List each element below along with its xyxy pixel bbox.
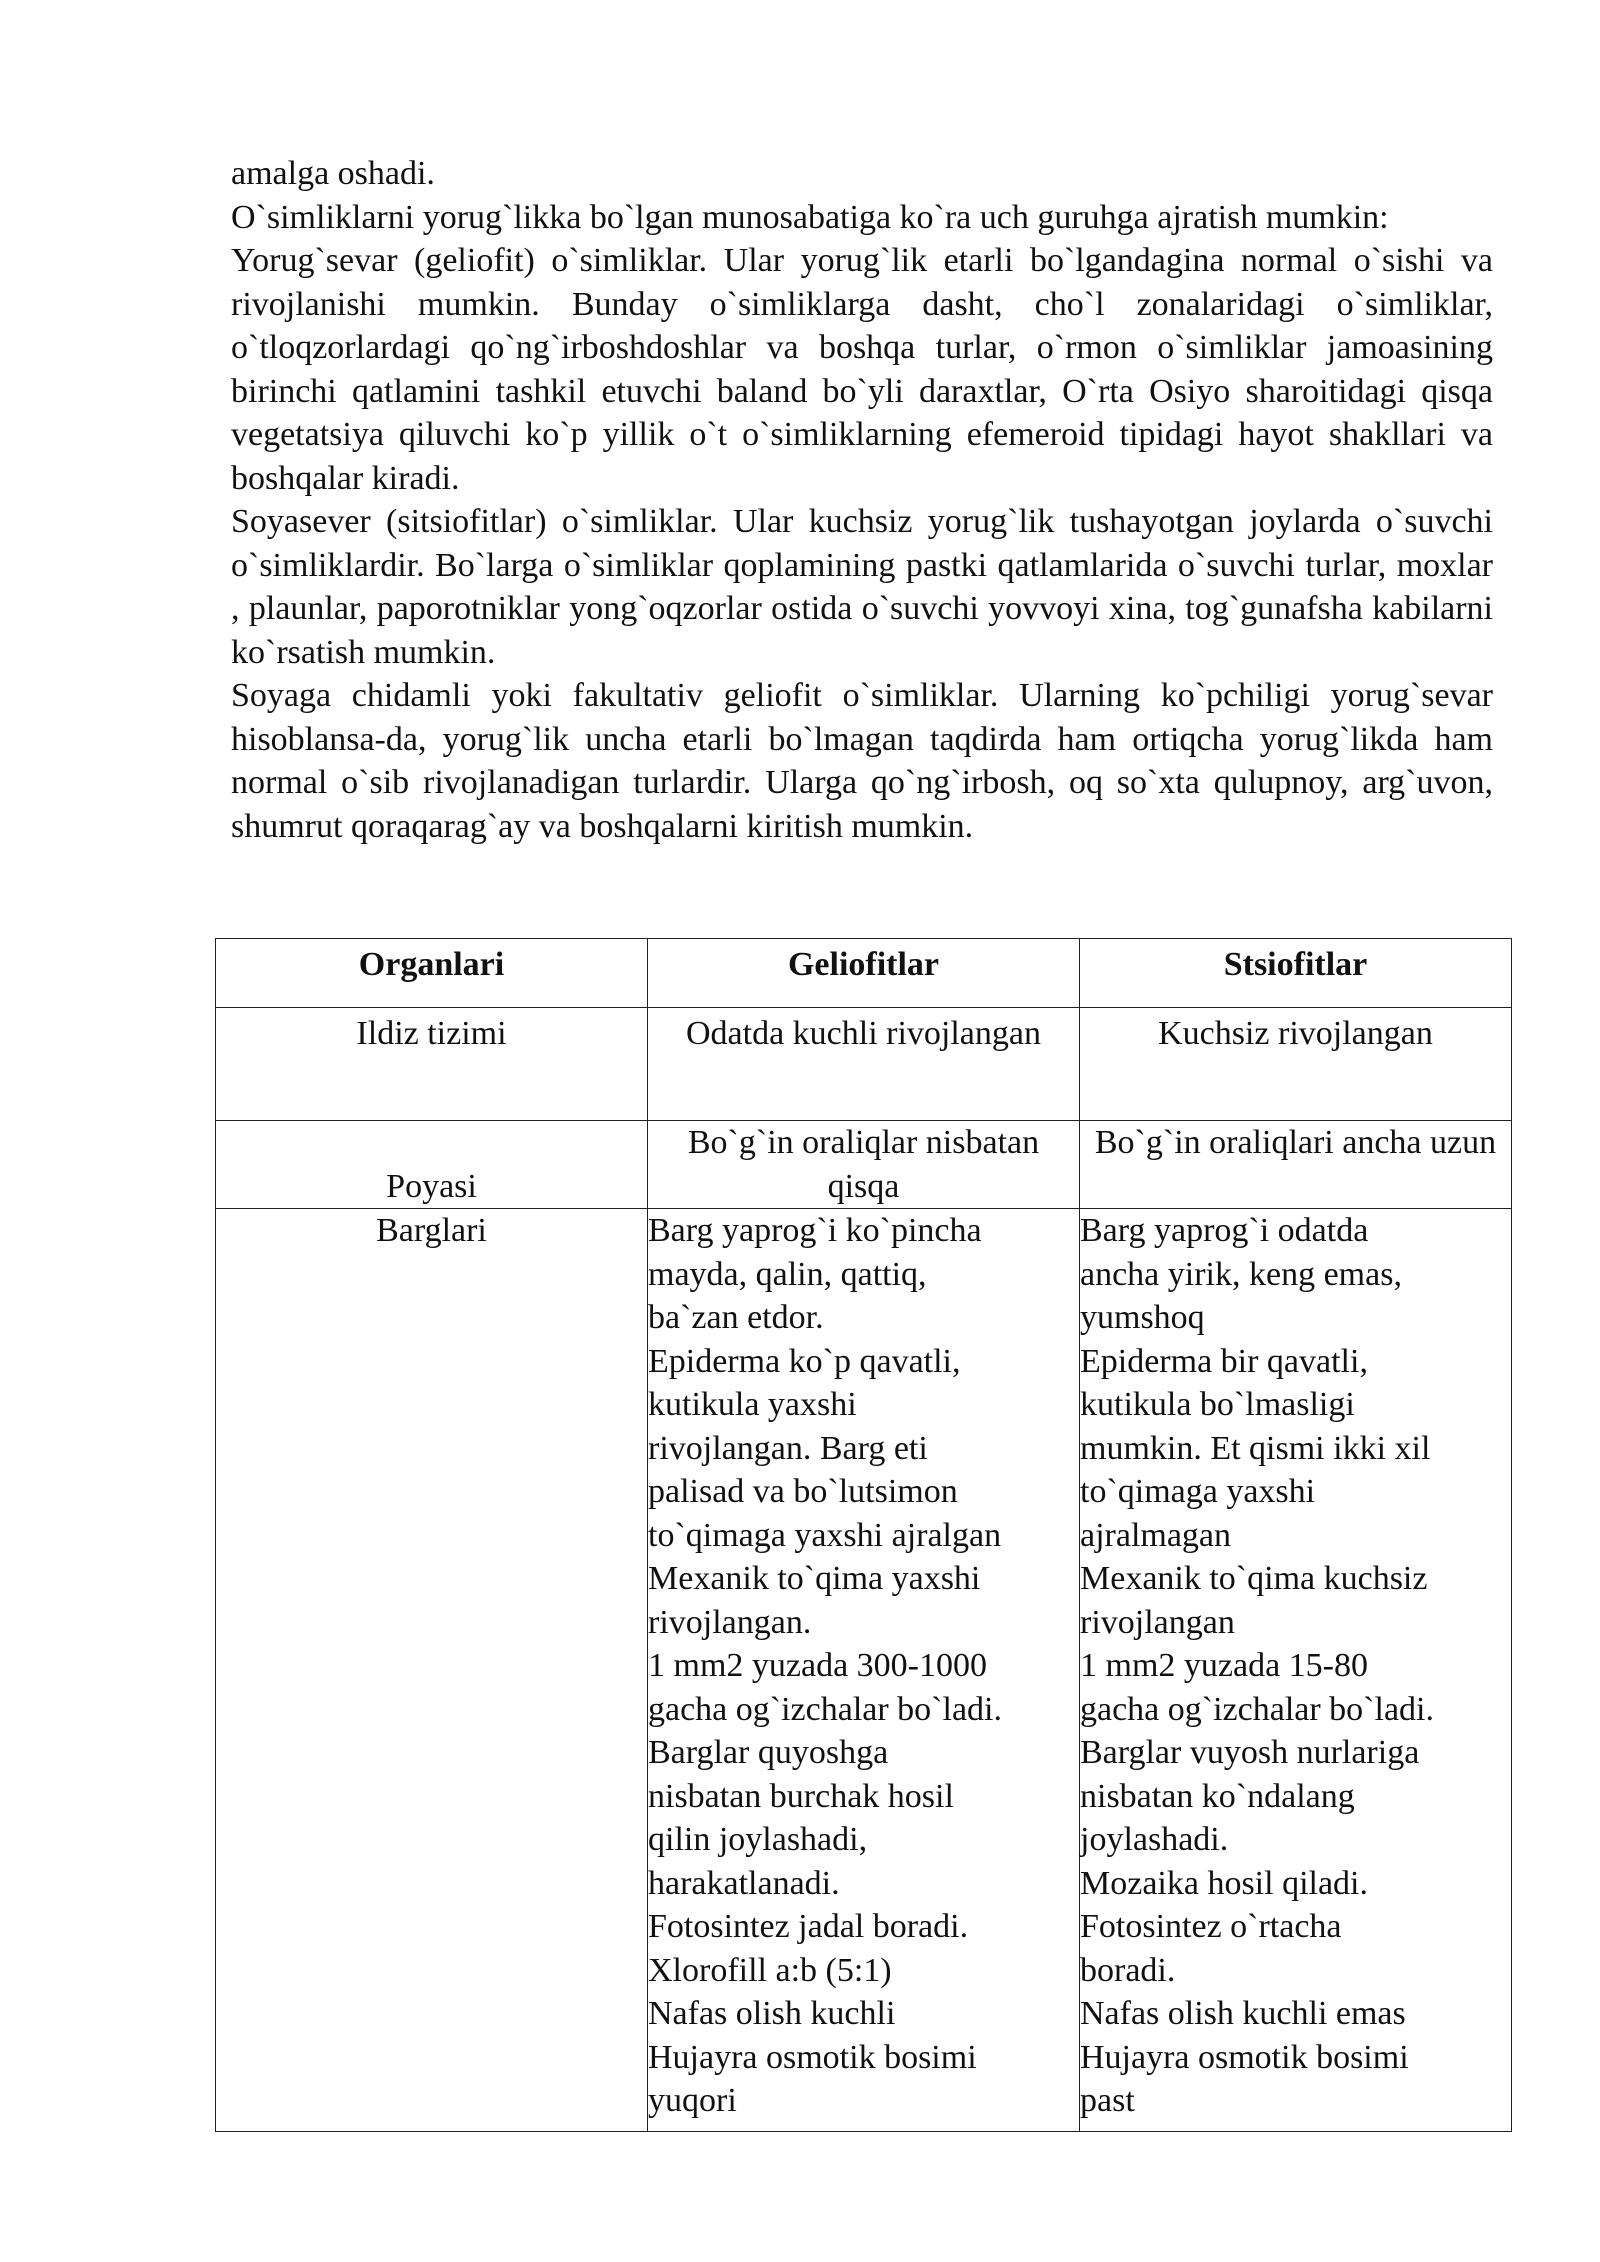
leaf-trait-line: ajralmagan [1080, 1516, 1232, 1554]
header-organs: Organlari [216, 939, 648, 1008]
row-label-leaves: Barglari [216, 1209, 648, 2132]
leaf-trait-line: kutikula bo`lmasligi [1080, 1386, 1355, 1423]
leaf-trait-line: nisbatan ko`ndalang [1080, 1777, 1355, 1815]
leaf-trait-line: to`qimaga yaxshi ajralgan [648, 1516, 1002, 1554]
paragraph-sciophytes: Soyasever (sitsiofitlar) o`simliklar. Ular kuchsiz yorug`lik tushayotgan joylarda o`suvchi o`simliklardir. Bo`larga o`simliklar qoplamining pastki qatlamlarida o`suvchi turlar, moxlar , plaunlar, paporotniklar yong`oqzorlar ostida o`suvchi yovvoyi xina, tog`gunafsha kabilarni ko`rsatish mumkin. [231, 503, 1493, 671]
leaf-trait-line: Hujayra osmotik bosimi [648, 2038, 977, 2076]
leaf-trait-line: Barg yaprog`i odatda [1080, 1212, 1369, 1249]
row-label-stem: Poyasi [216, 1121, 648, 1209]
leaf-trait-line: Mexanik to`qima yaxshi [648, 1560, 981, 1597]
root-sciophyte-cell: Kuchsiz rivojlangan [1080, 1008, 1512, 1121]
leaf-trait-line: kutikula yaxshi [648, 1386, 857, 1423]
leaf-trait-line: palisad va bo`lutsimon [648, 1473, 958, 1510]
leaf-trait-line: Epiderma bir qavatli, [1080, 1342, 1368, 1380]
leaf-trait-line: Mexanik to`qima kuchsiz [1080, 1560, 1428, 1597]
leaf-trait-line: 1 mm2 yuzada 300-1000 [648, 1647, 987, 1684]
header-heliophytes: Geliofitlar [648, 939, 1080, 1008]
leaf-trait-line: yumshoq [1080, 1299, 1205, 1336]
leaf-trait-line: ancha yirik, keng emas, [1080, 1255, 1402, 1293]
row-label-root: Ildiz tizimi [216, 1008, 648, 1121]
leaf-trait-line: joylashadi. [1080, 1821, 1229, 1858]
header-sciophytes: Stsiofitlar [1080, 939, 1512, 1008]
body-text [231, 152, 1493, 848]
table-row-root [216, 1008, 1512, 1121]
leaf-trait-line: mumkin. Et qismi ikki xil [1080, 1429, 1431, 1467]
leaf-trait-line: harakatlanadi. [648, 1864, 840, 1902]
leaf-trait-line: Barglar vuyosh nurlariga [1080, 1734, 1420, 1771]
leaf-trait-line: Nafas olish kuchli emas [1080, 1995, 1406, 2032]
leaf-trait-line: to`qimaga yaxshi [1080, 1473, 1316, 1510]
paragraph-heliophytes: Yorug`sevar (geliofit) o`simliklar. Ular yorug`lik etarli bo`lgandagina normal o`sishi va rivojlanishi mumkin. Bunday o`simliklarga dasht, cho`l zonalaridagi o`simliklar, o`tloqzorlardagi qo`ng`irboshdoshlar va boshqa turlar, o`rmon o`simliklar jamoasining birinchi qatlamini tashkil etuvchi baland bo`yli daraxtlar, O`rta Osiyo sharoitidagi qisqa vegetatsiya qiluvchi ko`p yillik o`t o`simliklarning efemeroid tipidagi hayot shakllari va boshqalar kiradi. [231, 242, 1493, 497]
comparison-table [215, 938, 1512, 2132]
leaves-sciophyte-cell [1080, 1209, 1512, 2132]
table-header-row [216, 939, 1512, 1008]
leaf-trait-line: gacha og`izchalar bo`ladi. [1080, 1690, 1434, 1728]
stem-sciophyte-cell: Bo`g`in oraliqlari ancha uzun [1080, 1121, 1512, 1209]
leaf-trait-line: Nafas olish kuchli [648, 1995, 896, 2032]
table-row-leaves [216, 1209, 1512, 2132]
paragraph-continuation: amalga oshadi. [231, 155, 435, 192]
stem-heliophyte-cell: Bo`g`in oraliqlar nisbatan qisqa [648, 1121, 1080, 1209]
leaf-trait-line: Fotosintez jadal boradi. [648, 1908, 969, 1945]
leaf-trait-line: Epiderma ko`p qavatli, [648, 1342, 961, 1380]
leaf-trait-line: Mozaika hosil qiladi. [1080, 1864, 1369, 1902]
leaves-heliophyte-cell [648, 1209, 1080, 2132]
root-heliophyte-cell: Odatda kuchli rivojlangan [648, 1008, 1080, 1121]
table-row-stem [216, 1121, 1512, 1209]
leaf-trait-line: boradi. [1080, 1951, 1176, 1989]
leaf-trait-line: nisbatan burchak hosil [648, 1777, 954, 1815]
leaf-trait-line: Fotosintez o`rtacha [1080, 1908, 1342, 1945]
leaf-trait-line: Barglar quyoshga [648, 1734, 889, 1771]
leaf-trait-line: Barg yaprog`i ko`pincha [648, 1212, 982, 1249]
leaf-trait-line: rivojlangan [1080, 1603, 1235, 1641]
leaf-trait-line: ba`zan etdor. [648, 1299, 824, 1336]
paragraph-intro: O`simliklarni yorug`likka bo`lgan munosabatiga ko`ra uch guruhga ajratish mumkin: [231, 198, 1389, 236]
leaf-trait-line: qilin joylashadi, [648, 1821, 868, 1858]
leaf-trait-line: rivojlangan. Barg eti [648, 1429, 928, 1467]
leaf-trait-line: Hujayra osmotik bosimi [1080, 2038, 1409, 2076]
leaf-trait-line: 1 mm2 yuzada 15-80 [1080, 1647, 1368, 1684]
leaf-trait-line: Xlorofill a:b (5:1) [648, 1951, 892, 1989]
paragraph-shade-tolerant: Soyaga chidamli yoki fakultativ geliofit o`simliklar. Ularning ko`pchiligi yorug`sevar hisoblansa-da, yorug`lik uncha etarli bo`lmagan taqdirda ham ortiqcha yorug`likda ham normal o`sib rivojlanadigan turlardir. Ularga qo`ng`irbosh, oq so`xta qulupnoy, arg`uvon, shumrut qoraqarag`ay va boshqalarni kiritish mumkin. [231, 677, 1493, 845]
leaf-trait-line: rivojlangan. [648, 1603, 812, 1641]
leaf-trait-line: past [1080, 2082, 1135, 2119]
leaf-trait-line: yuqori [648, 2082, 737, 2119]
leaf-trait-line: mayda, qalin, qattiq, [648, 1255, 927, 1293]
leaf-trait-line: gacha og`izchalar bo`ladi. [648, 1690, 1002, 1728]
